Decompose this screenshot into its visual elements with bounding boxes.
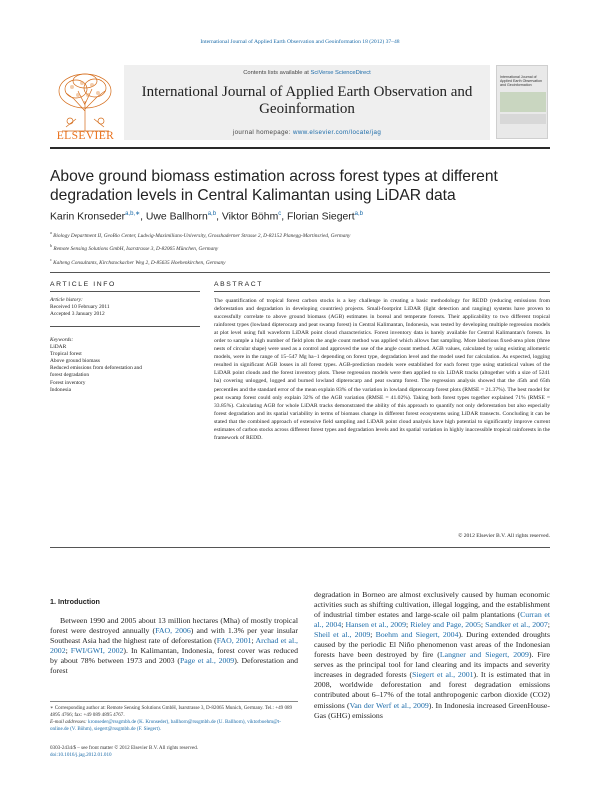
publication-info: [50, 745, 298, 759]
author-affiliation-mark[interactable]: a,b: [354, 211, 363, 217]
author-name[interactable]: Karin Kronseder: [50, 211, 126, 223]
intro-text: ). Fire serves as the principal tool for land clearing and its impacts and severity increases in degraded forests (: [314, 650, 550, 680]
citation-link[interactable]: Curran et al., 2004: [314, 610, 550, 630]
publisher-wordmark: ELSEVIER: [56, 130, 115, 142]
intro-text: ). Deforestation and forest: [50, 656, 299, 676]
intro-text: ;: [251, 636, 256, 646]
affiliation-item: $^c$ Kalteng Consultants, Kirchstockacher Weg 2, D-85635 Hoehenkirchen, Germany: [50, 256, 226, 266]
contents-line: [124, 70, 490, 76]
journal-homepage-link[interactable]: www.elsevier.com/locate/jag: [293, 129, 382, 136]
author-name[interactable]: Florian Siegert: [287, 211, 355, 223]
intro-text: ;: [480, 620, 486, 630]
section-divider: [50, 547, 550, 548]
intro-text: ). During extended droughts caused by the periodic El Niño phenomenon vast areas of the Indonesian forests have been destroyed by fire (: [314, 630, 550, 660]
elsevier-tree-logo-icon: [52, 66, 119, 138]
author-affiliation-mark[interactable]: c: [278, 211, 282, 217]
keyword-item: LiDAR: [50, 344, 67, 351]
keywords-label: Keywords:: [50, 337, 74, 343]
journal-citation-line[interactable]: International Journal of Applied Earth Observation and Geoinformation 18 (2012) 37–48: [200, 39, 400, 45]
cover-title: International Journal of Applied Earth Observation and Geoinformation: [500, 75, 542, 88]
intro-text: ;: [405, 620, 411, 630]
author-list: Karin Kronseder$^{a,b,∗}$, Uwe Ballhorn$^{a,b}$, Viktor Böhm$^c$, Florian Siegert$^{a,b}$: [50, 211, 363, 223]
info-divider: [50, 291, 200, 292]
footnote-divider: [50, 701, 298, 702]
email-label: E-mail addresses:: [50, 719, 87, 725]
citation-link[interactable]: Siegert et al., 2001: [412, 670, 474, 680]
author-name[interactable]: Viktor Böhm: [221, 211, 279, 223]
cover-image-block: [500, 114, 546, 124]
keyword-item: Above ground biomass: [50, 358, 101, 365]
introduction-heading: 1. Introduction: [50, 597, 100, 606]
accepted-date: Accepted 3 January 2012: [50, 311, 105, 318]
citation-link[interactable]: FAO, 2006: [155, 626, 191, 636]
abstract-divider: [214, 291, 550, 292]
corresponding-author-text: ∗ Corresponding author at: Remote Sensing Solutions GmbH, Isarstrasse 3, D-82065 Munich, Germany. Tel.: +49 089 4895 4766; fax: +49 089 4895 4767.: [50, 705, 293, 718]
journal-header: [50, 61, 550, 142]
author-name[interactable]: Uwe Ballhorn: [145, 211, 208, 223]
citation-link[interactable]: Page et al., 2009: [179, 656, 235, 666]
affiliation-item: $^a$ Biology Department II, GeoBio Center, Ludwig-Maximilians-University, Grosshaderner Strasse 2, D-82152 Planegg-Martinsried, Germany: [50, 230, 351, 239]
journal-title: International Journal of Applied Earth Observation and Geoinformation: [141, 84, 473, 117]
keyword-item: Forest inventory: [50, 379, 86, 386]
history-label: Article history:: [50, 297, 83, 303]
journal-homepage-line: [124, 129, 490, 136]
intro-text: ;: [370, 630, 376, 640]
intro-text: ). It is estimated that in 2008, worldwide deforestation and forest degradation emissions contributed about 6–17% of the total anthropogenic carbon dioxide (CO2) emissions (: [314, 670, 551, 710]
keyword-item: Indonesia: [50, 386, 71, 393]
affiliation-list: [50, 228, 550, 268]
info-divider: [50, 326, 200, 327]
doi-link[interactable]: doi:10.1016/j.jag.2012.01.010: [50, 752, 112, 758]
copyright-notice: © 2012 Elsevier B.V. All rights reserved.: [458, 533, 550, 539]
corresponding-author-footnote: [50, 705, 298, 733]
homepage-prefix: journal homepage:: [232, 129, 291, 136]
citation-link[interactable]: FAO, 2001: [216, 636, 252, 646]
author-email-links[interactable]: kronseder@rssgmbh.de (K. Kronseder), ballhorn@rssgmbh.de (U. Ballhorn), viktorboehm@t-online.de (V. Böhm), siegert@rssgmbh.de (F. Siegert).: [50, 719, 281, 732]
intro-text: ;: [547, 620, 550, 630]
abstract-heading: ABSTRACT: [214, 281, 264, 288]
citation-link[interactable]: Langner and Siegert, 2009: [439, 650, 529, 660]
contents-prefix: Contents lists available at: [243, 70, 309, 76]
sciencedirect-link[interactable]: SciVerse ScienceDirect: [310, 70, 371, 76]
abstract-body: The quantification of tropical forest carbon stocks is a key challenge in creating a basic methodology for REDD (reducing emissions from deforestation and degradation in developing countries) projects. Small-footprint LiDAR (light detection and ranging) systems have proven to successfully correlate to above ground biomass (AGB) estimates in boreal and temperate forests. Their applicability to two different tropical rainforest types (lowland dipterocarp and peat swamp forest) in Central Kalimantan, Indonesia, was tested by developing multiple regression models at plot level using full waveform LiDAR point cloud characteristics. Forest inventory data is barely available for Central Kalimantan's forests. In order to sample a high number of field plots the angle count method was applied which allows fast sampling. More laborious fixed-area plots (three nests of circular shape) were used as a control and approved the use of the angle count method. AGB values, calculated by using existing allometric models, were in the range of 15–547 Mg ha−1 depending on forest type, degradation level and the model used for calculation. As expected, logging resulted in significant AGB losses in all forest types. AGB-prediction models were established for each forest type using statistical values of the LiDAR point clouds and the forest inventory plots. These regression models were then applied to six LiDAR tracks (altogether with a size of 5241 ha) covering unlogged, logged and burned lowland dipterocarp and peat swamp forest. The regression analysis showed that the 45th and 65th percentiles and the standard error of the mean explain 83% of the variation in lowland dipterocarp forest plots (RMSE = 21.37%). The best model for peat swamp forest could only explain 32% of the AGB variation (RMSE = 41.02%). Taking both forest types together explained 71% (RMSE = 33.85%). Calculating AGB for whole LiDAR tracks demonstrated the ability of this approach to quantify not only deforestation but also especially forest degradation and its spatial variability in terms of biomass change in different forest ecosystems using LiDAR transects. Concluding it can be stated that the combined approach of extensive field sampling and LiDAR point cloud analysis have high potential to significantly improve current estimates of carbon stocks across different forest types and degradation levels and its spatial variation in highly inaccessible tropical rainforests in the framework of REDD.: [214, 298, 550, 441]
affiliation-item: $^b$ Remote Sensing Solutions GmbH, Isarstrasse 3, D-82065 München, Germany: [50, 243, 219, 253]
keyword-item: Reduced emissions from deforestation and: [50, 365, 142, 372]
journal-masthead: [124, 65, 490, 140]
intro-text: ) and with 1.3% per year insular Southeast Asia had the highest rate of deforestation (: [50, 626, 298, 646]
article-info-heading: ARTICLE INFO: [50, 281, 116, 288]
author-affiliation-mark[interactable]: a,b,∗: [125, 211, 141, 217]
intro-text: ). In Indonesia increased GreenHouse-Gas (GHG) emissions: [314, 700, 550, 720]
intro-text: degradation in Borneo are almost exclusively caused by human economic activities such as shifting cultivation, illegal logging, and the establishment of industrial timber estates and large-scale oil palm plantations (: [314, 590, 550, 620]
citation-link[interactable]: Sheil et al., 2009: [314, 630, 371, 640]
citation-link[interactable]: FWI/GWI, 2002: [70, 646, 124, 656]
header-divider: [50, 147, 550, 149]
intro-text: ). In Kalimantan, Indonesia, forest cover was reduced by about 78% between 1973 and 2003 (: [50, 646, 298, 666]
intro-column-right: [314, 590, 550, 721]
citation-link[interactable]: Van der Werf et al., 2009: [349, 700, 429, 710]
keyword-item: forest degradation: [50, 372, 90, 379]
section-divider: [50, 272, 550, 273]
article-title: Above ground biomass estimation across forest types at different degradation levels in Central Kalimantan using LiDAR data: [50, 168, 498, 204]
citation-link[interactable]: Hansen et al., 2009: [345, 620, 406, 630]
citation-link[interactable]: Boehm and Siegert, 2004: [375, 630, 459, 640]
intro-text: ;: [341, 620, 346, 630]
keywords-block: [50, 337, 200, 394]
citation-link[interactable]: Rieley and Page, 2005: [410, 620, 481, 630]
citation-link[interactable]: Archad et al., 2002: [50, 636, 299, 656]
intro-text: ;: [65, 646, 71, 656]
journal-cover-thumbnail: [496, 65, 548, 139]
received-date: Received 10 February 2011: [50, 304, 110, 311]
intro-text: Between 1990 and 2005 about 13 million hectares (Mha) of mostly tropical forest were destroyed annually (: [50, 616, 298, 636]
author-affiliation-mark[interactable]: a,b: [207, 211, 217, 217]
cover-image-block: [500, 92, 546, 112]
citation-link[interactable]: Sandker et al., 2007: [485, 620, 548, 630]
keyword-item: Tropical forest: [50, 351, 82, 358]
issn-line: 0303-2434/$ – see front matter © 2012 Elsevier B.V. All rights reserved.: [50, 745, 199, 751]
intro-column-left: [50, 616, 298, 676]
article-history: [50, 297, 200, 318]
